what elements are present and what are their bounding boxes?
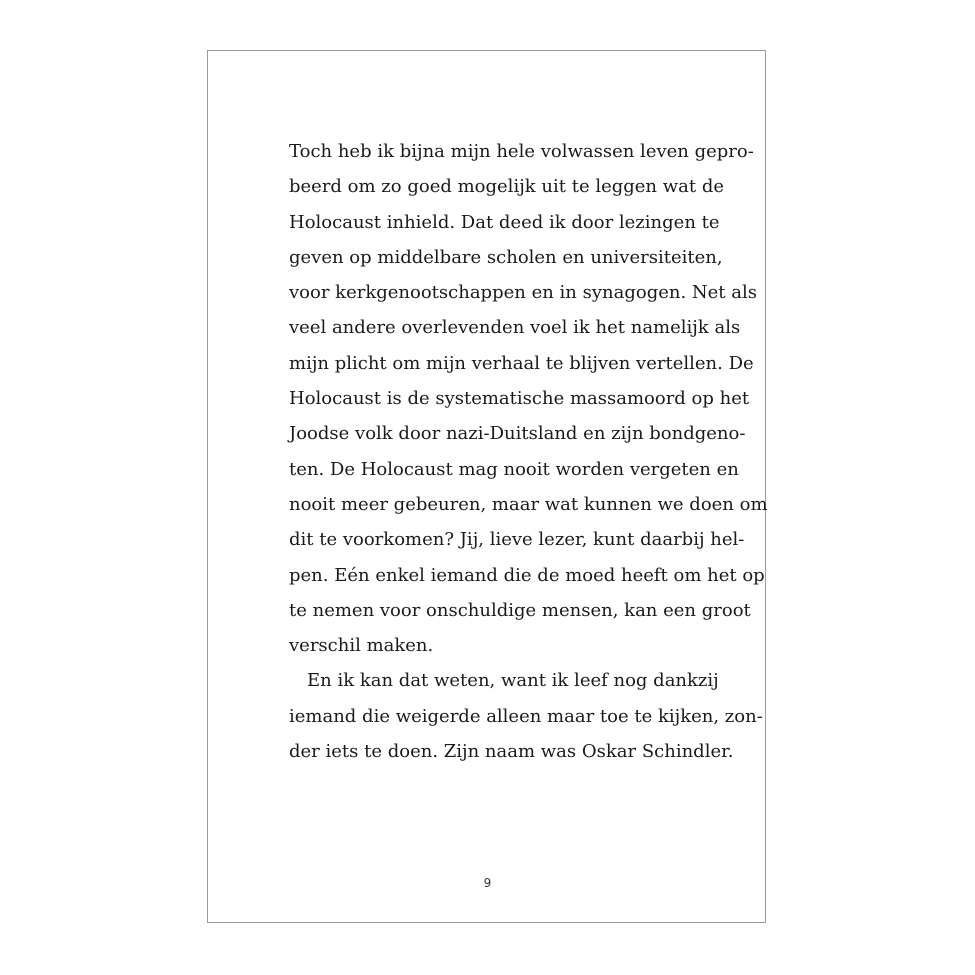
text-line: geven op middelbare scholen en universiteiten, [289, 246, 723, 268]
text-line: voor kerkgenootschappen en in synagogen. Net als [289, 282, 757, 304]
text-line: Toch heb ik bijna mijn hele volwassen leven gepro- [289, 141, 754, 162]
body-text [289, 134, 768, 769]
text-line: En ik kan dat weten, want ik leef nog dankzij [307, 670, 719, 692]
text-line: mijn plicht om mijn verhaal te blijven vertellen. De [289, 352, 754, 374]
text-line: beerd om zo goed mogelijk uit te leggen wat de [289, 176, 725, 198]
paragraph-2 [289, 663, 763, 769]
text-line: Holocaust inhield. Dat deed ik door lezingen te [289, 211, 720, 233]
text-line: dit te voorkomen? Jij, lieve lezer, kunt daarbij hel- [289, 529, 745, 551]
page-number: 9 [483, 876, 492, 890]
text-line: pen. Eén enkel iemand die de moed heeft om het op [289, 564, 765, 586]
paragraph-1 [289, 134, 768, 663]
text-line: der iets te doen. Zijn naam was Oskar Schindler. [289, 741, 734, 763]
text-line: te nemen voor onschuldige mensen, kan een groot [289, 599, 751, 621]
text-line: iemand die weigerde alleen maar toe te kijken, zon- [289, 705, 763, 727]
text-line: veel andere overlevenden voel ik het namelijk als [289, 317, 741, 339]
text-line: verschil maken. [289, 635, 434, 657]
text-line: ten. De Holocaust mag nooit worden vergeten en [289, 458, 739, 480]
text-line: nooit meer gebeuren, maar wat kunnen we doen om [289, 493, 768, 515]
text-line: Holocaust is de systematische massamoord op het [289, 388, 750, 410]
text-line: Joodse volk door nazi-Duitsland en zijn bondgeno- [289, 423, 746, 445]
